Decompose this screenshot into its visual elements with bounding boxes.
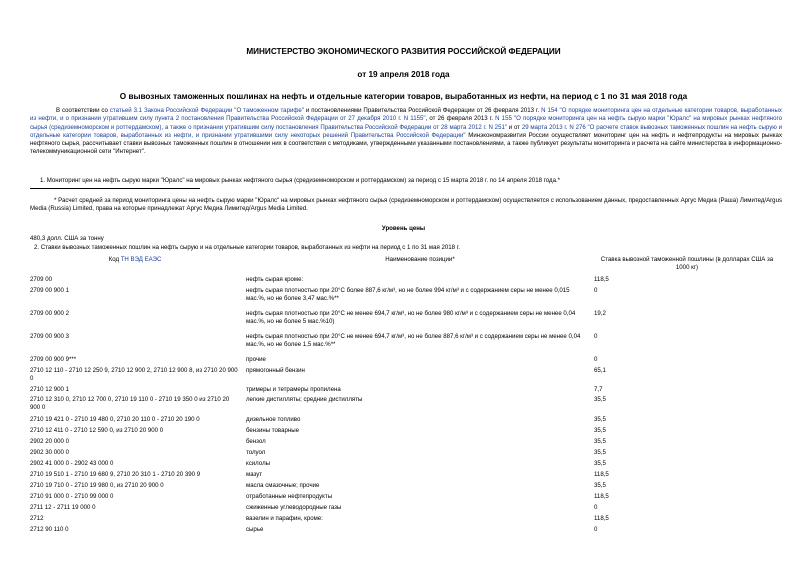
row-name: нефть сырая плотностью при 20°С не менее 694,7 кг/м³, но не более 887,6 кг/м³ и с содержанием серы не менее 0,04 мас.%, но не более 1,5 мас.%**: [246, 333, 581, 349]
row-code: 2710 12 310 0, 2710 12 700 0, 2710 19 110 0 - 2710 19 350 0 из 2710 20 900 0: [30, 396, 230, 412]
row-rate: 0: [594, 287, 598, 294]
row-name: тримеры и тетрамеры пропилена: [246, 386, 341, 393]
row-code: 2902 30 000 0: [30, 449, 69, 456]
row-rate: 65,1: [594, 367, 606, 374]
row-rate: 35,5: [594, 427, 606, 434]
row-name: сырье: [246, 526, 264, 533]
row-name: нефть сырая плотностью при 20°С более 887,6 кг/м³, но не более 994 кг/м³ и с содержанием серы не менее 0,015 мас.%, но не более 3,47 мас.%**: [246, 287, 570, 303]
code-header-prefix: Код: [108, 256, 121, 263]
row-code: 2902 41 000 0 - 2902 43 000 0: [30, 460, 114, 467]
row-rate: 19,2: [594, 310, 606, 317]
row-rate: 35,5: [594, 460, 606, 467]
row-code: 2709 00 900 2: [30, 310, 69, 317]
ministry-heading: МИНИСТЕРСТВО ЭКОНОМИЧЕСКОГО РАЗВИТИЯ РОССИЙСКОЙ ФЕДЕРАЦИИ: [246, 47, 561, 56]
row-rate: 0: [594, 333, 598, 340]
column-header-code: [30, 256, 240, 264]
row-name: нефть сырая кроме:: [246, 276, 304, 283]
row-name: прочие: [246, 356, 266, 363]
intro-text-5: Минэкономразвития России осуществляет мониторинг цен на нефть и нефтепродукты на мировых рынках нефтяного сырья, рассчитывает ставки вывозных таможенных пошлин в отношении них в соответствии с методиками, утвержденными указанными постановлениями, а также публикует результаты мониторинга и расчета на сайте министерства в информационно-телекоммуникационной сети "Интернет".: [30, 131, 782, 156]
row-name: дизельное топливо: [246, 416, 301, 423]
row-rate: 118,5: [594, 471, 609, 478]
row-name: бензол: [246, 438, 266, 445]
row-name: отработанные нефтепродукты: [246, 493, 333, 500]
row-name: вазелин и парафин, кроме:: [246, 515, 323, 522]
row-code: 2709 00 900 9***: [30, 356, 77, 363]
intro-text-4: и от: [507, 123, 522, 131]
intro-text-2: и постановлениями Правительства Российской Федерации от 26 февраля 2013 г.: [303, 107, 542, 114]
row-rate: 0: [594, 526, 598, 533]
row-name: масла смазочные; прочие: [246, 482, 320, 489]
row-code: 2710 12 411 0 - 2710 12 590 0, из 2710 20 900 0: [30, 427, 164, 434]
row-rate: 35,5: [594, 438, 606, 445]
intro-text-3: , от 26 февраля 2013 г.: [425, 115, 496, 123]
row-name: мазут: [246, 471, 263, 478]
row-rate: 7,7: [594, 386, 603, 393]
column-header-rate: Ставка вывозной таможенной пошлины (в долларах США за 1000 кг): [600, 256, 774, 271]
resolution-155-link[interactable]: N 155 "О порядке мониторинга цен на нефть сырую марки "Юралс" на мировых рынках нефтяного сырья (средиземноморском и роттердамском), а также о признании утратившим силу постановления Правительства Российской Федерации от 28 марта 2012 г. N 251": [30, 115, 782, 131]
row-name: легкие дистилляты; средние дистилляты: [246, 396, 363, 403]
price-level-value: 480,3 долл. США за тонну: [30, 235, 104, 242]
row-rate: 118,5: [594, 515, 609, 522]
row-rate: 35,5: [594, 416, 606, 423]
footnote-divider: [30, 188, 200, 189]
row-code: 2710 12 900 1: [30, 386, 69, 393]
row-code: 2710 19 421 0 - 2710 19 480 0, 2710 20 110 0 - 2710 20 190 0: [30, 416, 200, 423]
row-name: толуол: [246, 449, 266, 456]
row-name: бензины товарные: [246, 427, 300, 434]
row-code: 2709 00 900 1: [30, 287, 69, 294]
row-code: 2709 00: [30, 276, 53, 283]
row-name: ксилолы: [246, 460, 271, 467]
resolution-154-link[interactable]: N 154 "О порядке мониторинга цен на отдельные категории товаров, выработанных из нефти, и о признании утратившим силу пункта 2 постановления Правительства Российской Федерации от 27 декабря 2010 г. N 1155": [30, 107, 782, 123]
price-level-title: Уровень цены: [381, 225, 426, 232]
row-rate: 35,5: [594, 449, 606, 456]
intro-paragraph: [30, 107, 782, 157]
column-header-name: Наименование позиции*: [385, 256, 455, 263]
row-rate: 118,5: [594, 493, 609, 500]
footnote: * Расчет средней за период мониторинга цены на нефть сырую марки "Юралс" на мировых рынках нефтяного сырья (средиземноморском и роттердамском) осуществляется с использованием данных, предоставленных Аргус Медиа (Раша) Лимитед/Argus Media (Russia) Limited, права на которые принадлежат Аргус Медиа Лимитед/Argus Media Limited.: [30, 197, 782, 213]
resolution-276-link[interactable]: 29 марта 2013 г. N 276 "О расчете ставок вывозных таможенных пошлин на нефть сырую и отдельные категории товаров, выработанных из нефти, и признании утратившими силу некоторых решений Правительства Российской Федерации": [30, 123, 783, 139]
monitoring-item: 1. Мониторинг цен на нефть сырую марки "Юралс" на мировых рынках нефтяного сырья (средиземноморском и роттердамском) за период с 15 марта 2018 г. по 14 апреля 2018 года.*: [40, 177, 561, 184]
row-rate: 35,5: [594, 482, 606, 489]
row-code: 2902 20 000 0: [30, 438, 69, 445]
row-code: 2710 19 510 1 - 2710 19 680 9, 2710 20 310 1 - 2710 20 390 9: [30, 471, 201, 478]
row-code: 2710 91 000 0 - 2710 99 000 0: [30, 493, 114, 500]
tnved-link[interactable]: ТН ВЭД ЕАЭС: [120, 256, 162, 263]
document-date: от 19 апреля 2018 года: [357, 70, 450, 79]
intro-text-1: В соответствии со: [56, 107, 110, 114]
row-rate: 118,5: [594, 276, 609, 283]
row-code: 2710 19 710 0 - 2710 19 980 0, из 2710 20 900 0: [30, 482, 164, 489]
document-subject: О вывозных таможенных пошлинах на нефть и отдельные категории товаров, выработанных из нефти, на период с 1 по 31 мая 2018 года: [119, 92, 688, 101]
row-code: 2709 00 900 3: [30, 333, 69, 340]
row-name: нефть сырая плотностью при 20°С не менее 694,7 кг/м³, но не более 980 кг/м³ и с содержанием серы не менее 0,04 мас.%, но не более 5 мас.%10): [246, 310, 576, 326]
row-rate: 0: [594, 356, 598, 363]
row-code: 2712 90 110 0: [30, 526, 69, 533]
row-rate: 35,5: [594, 396, 606, 403]
law-link[interactable]: статьей 3.1 Закона Российской Федерации "О таможенном тарифе": [109, 107, 304, 114]
row-rate: 0: [594, 504, 598, 511]
row-code: 2712: [30, 515, 44, 522]
row-code: 2710 12 110 - 2710 12 250 9, 2710 12 900 2, 2710 12 900 8, из 2710 20 900 0: [30, 367, 238, 383]
row-name: прямогонный бензин: [246, 367, 305, 374]
row-code: 2711 12 - 2711 19 000 0: [30, 504, 96, 511]
rates-item: 2. Ставки вывозных таможенных пошлин на нефть сырую и на отдельные категории товаров, выработанных из нефти на период с 1 по 31 мая 2018 г.: [34, 244, 460, 251]
row-name: сжиженные углеводородные газы: [246, 504, 342, 511]
